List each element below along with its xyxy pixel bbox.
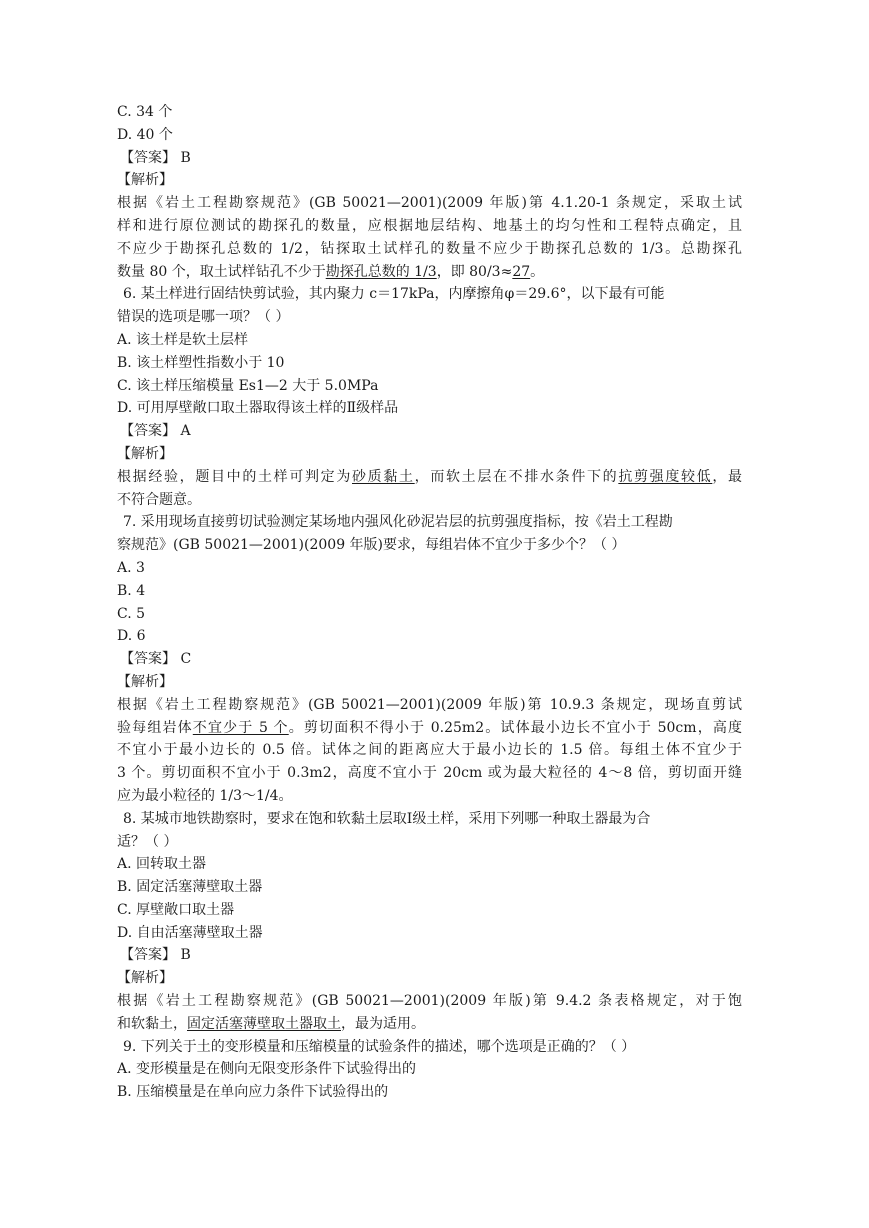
text-segment: 根据《岩土工程勘察规范》(GB 50021—2001)(2009 年版)第 9.4.2 条表格规定，对于饱 (117, 993, 742, 1010)
analysis-text-line (117, 739, 742, 762)
text-segment: 应为最小粒径的 1/3～1/4。 (117, 787, 293, 804)
text-segment: D. 6 (117, 628, 146, 645)
underlined-text: 不宜少于 5 个 (192, 719, 289, 736)
analysis-text-line (117, 466, 742, 489)
option-line (117, 101, 742, 124)
analysis-text-line (117, 990, 742, 1013)
underlined-text: 砂质黏土 (352, 468, 415, 485)
question-line (117, 306, 742, 329)
text-segment: 不应少于勘探孔总数的 1/2，钻探取土试样孔的数量不应少于勘探孔总数的 1/3。总勘探孔 (117, 240, 742, 257)
question-line (117, 831, 742, 854)
question-line (117, 1036, 742, 1059)
text-segment: 验每组岩体 (117, 719, 193, 736)
option-line (117, 603, 742, 626)
option-line (117, 352, 742, 375)
option-line (117, 580, 742, 603)
option-line (117, 853, 742, 876)
text-segment: B. 该土样塑性指数小于 10 (117, 354, 285, 371)
text-segment: 【答案】 C (120, 651, 192, 668)
analysis-text-line (117, 762, 742, 785)
text-segment: 。 (530, 263, 545, 280)
text-segment: 数量 80 个，取土试样钻孔不少于 (117, 263, 326, 280)
text-segment: 【解析】 (117, 172, 173, 189)
text-segment: 。剪切面积不得小于 0.25m2。试体最小边长不宜小于 50cm，高度 (288, 719, 742, 736)
analysis-label (117, 443, 742, 466)
text-segment: 错误的选项是哪一项？（ ） (117, 309, 290, 326)
analysis-text-line (117, 489, 742, 512)
analysis-text-line (117, 1013, 742, 1036)
underlined-text: 勘探孔总数的 1/3 (325, 263, 437, 280)
text-segment: B. 固定活塞薄壁取土器 (117, 879, 263, 896)
text-segment: ，即 80/3≈ (436, 263, 513, 280)
option-line (117, 876, 742, 899)
option-line (117, 397, 742, 420)
analysis-text-line (117, 261, 742, 284)
answer-line (117, 944, 742, 967)
text-segment: 【答案】 B (120, 149, 191, 166)
analysis-text-line (117, 694, 742, 717)
answer-line (117, 147, 742, 170)
question-line (117, 511, 742, 534)
text-segment: 【解析】 (117, 970, 173, 987)
text-segment: C. 该土样压缩模量 Es1—2 大于 5.0MPa (117, 377, 379, 394)
analysis-text-line (117, 238, 742, 261)
text-segment: D. 40 个 (117, 126, 173, 143)
answer-line (117, 648, 742, 671)
option-line (117, 1058, 742, 1081)
text-segment: 7. 采用现场直接剪切试验测定某场地内强风化砂泥岩层的抗剪强度指标，按《岩土工程勘 (123, 514, 673, 531)
text-segment: A. 回转取土器 (117, 856, 207, 873)
text-segment: ，最为适用。 (341, 1015, 425, 1032)
text-segment: A. 该土样是软土层样 (117, 331, 249, 348)
text-segment: 8. 某城市地铁勘察时，要求在饱和软黏土层取Ⅰ级土样，采用下列哪一种取土器最为合 (123, 810, 651, 827)
text-segment: 根据《岩土工程勘察规范》(GB 50021—2001)(2009 年版)第 4.1.20-1 条规定，采取土试 (117, 195, 742, 212)
analysis-text-line (117, 192, 742, 215)
text-segment: D. 可用厚壁敞口取土器取得该土样的Ⅱ级样品 (117, 400, 399, 417)
text-segment: A. 变形模量是在侧向无限变形条件下试验得出的 (117, 1061, 417, 1078)
text-segment: 6. 某土样进行固结快剪试验，其内聚力 c＝17kPa，内摩擦角φ＝29.6°，以下最有可能 (123, 286, 665, 303)
text-segment: D. 自由活塞薄壁取土器 (117, 924, 263, 941)
analysis-text-line (117, 215, 742, 238)
option-line (117, 922, 742, 945)
text-segment: C. 5 (117, 605, 146, 622)
text-segment: 适？（ ） (117, 833, 178, 850)
analysis-label (117, 671, 742, 694)
option-line (117, 899, 742, 922)
option-line (117, 557, 742, 580)
option-line (117, 625, 742, 648)
text-segment: 【答案】 A (120, 423, 191, 440)
text-segment: 样和进行原位测试的勘探孔的数量，应根据地层结构、地基土的均匀性和工程特点确定，且 (117, 217, 742, 234)
text-segment: 不宜小于最小边长的 0.5 倍。试体之间的距离应大于最小边长的 1.5 倍。每组土体不宜少于 (117, 742, 742, 759)
text-segment: ，而软土层在不排水条件下的 (414, 468, 619, 485)
option-line (117, 124, 742, 147)
text-segment: ，最 (712, 468, 742, 485)
text-segment: B. 压缩模量是在单向应力条件下试验得出的 (117, 1084, 389, 1101)
text-segment: B. 4 (117, 582, 146, 599)
analysis-text-line (117, 717, 742, 740)
text-segment: 【解析】 (117, 673, 173, 690)
text-segment: C. 厚壁敞口取土器 (117, 901, 235, 918)
text-segment: 9. 下列关于土的变形模量和压缩模量的试验条件的描述，哪个选项是正确的？（ ） (123, 1038, 636, 1055)
text-segment: 和软黏土， (117, 1015, 187, 1032)
option-line (117, 329, 742, 352)
answer-line (117, 420, 742, 443)
text-segment: C. 34 个 (117, 104, 173, 120)
text-segment: 察规范》(GB 50021—2001)(2009 年版)要求，每组岩体不宜少于多少个？（ ） (117, 537, 626, 554)
page-content (117, 101, 742, 1104)
analysis-text-line (117, 785, 742, 808)
question-line (117, 808, 742, 831)
text-segment: 【答案】 B (120, 947, 191, 964)
analysis-label (117, 967, 742, 990)
text-segment: 不符合题意。 (117, 491, 201, 508)
text-segment: A. 3 (117, 559, 145, 576)
underlined-text: 27 (512, 263, 531, 280)
text-segment: 根据经验，题目中的土样可判定为 (117, 468, 352, 485)
underlined-text: 固定活塞薄壁取土器取土 (187, 1015, 341, 1032)
analysis-label (117, 169, 742, 192)
question-line (117, 534, 742, 557)
underlined-text: 抗剪强度较低 (618, 468, 713, 485)
option-line (117, 375, 742, 398)
option-line (117, 1081, 742, 1104)
text-segment: 根据《岩土工程勘察规范》(GB 50021—2001)(2009 年版)第 10.9.3 条规定，现场直剪试 (117, 696, 742, 713)
question-line (117, 283, 742, 306)
text-segment: 【解析】 (117, 445, 173, 462)
text-segment: 3 个。剪切面积不宜小于 0.3m2，高度不宜小于 20cm 或为最大粒径的 4～8 倍，剪切面开缝 (117, 765, 742, 782)
